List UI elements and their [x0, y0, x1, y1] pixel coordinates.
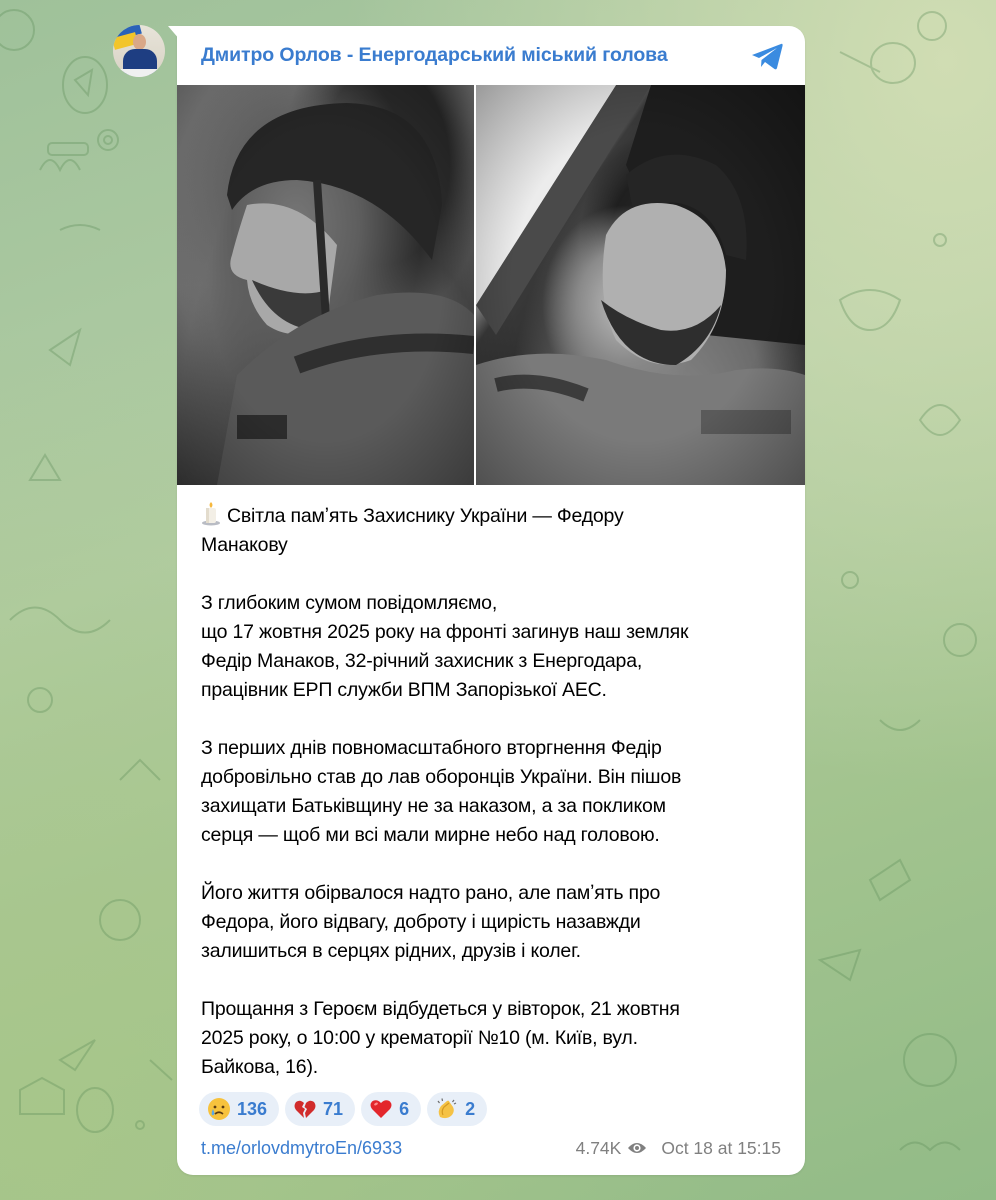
- reactions-bar: [199, 1092, 487, 1126]
- text-line: залишиться в серцях рідних, друзів і колег.: [201, 940, 581, 962]
- text-line: Федір Манаков, 32-річний захисник з Енергодара,: [201, 650, 643, 672]
- post-link[interactable]: t.me/orlovdmytroEn/6933: [201, 1137, 403, 1158]
- paragraph: [201, 995, 791, 1082]
- text-line: працівник ЕРП служби ВПМ Запорізької АЕС.: [201, 679, 607, 701]
- avatar-person-head: [133, 34, 146, 50]
- text-line: добровільно став до лав оборонців України. Він пішов: [201, 766, 682, 788]
- reaction-count: 136: [237, 1098, 268, 1119]
- title-line: Світла памʼять Захиснику України — Федору: [227, 505, 624, 527]
- crying-face-icon: [207, 1097, 231, 1121]
- views-value: 4.74K: [575, 1137, 622, 1158]
- reaction-heart[interactable]: [361, 1092, 421, 1126]
- reaction-count: 6: [399, 1098, 410, 1119]
- title-line: Манакову: [201, 534, 288, 556]
- photo-soldier-helmet[interactable]: [177, 85, 474, 485]
- text-line: З глибоким сумом повідомляємо,: [201, 592, 498, 614]
- photo-album: [177, 85, 805, 485]
- post-date: Oct 18 at 15:15: [661, 1137, 781, 1158]
- candle-icon: [201, 502, 223, 526]
- broken-heart-icon: [293, 1097, 317, 1121]
- text-line: захищати Батьківщину не за наказом, а за покликом: [201, 795, 666, 817]
- channel-name-link[interactable]: Дмитро Орлов - Енергодарський міський голова: [201, 44, 668, 66]
- message-footer: [201, 1134, 781, 1162]
- message-title: [201, 502, 791, 560]
- telegram-icon[interactable]: [749, 40, 785, 72]
- text-line: Його життя обірвалося надто рано, але памʼять про: [201, 882, 661, 904]
- message-header: [177, 26, 805, 85]
- reaction-crying[interactable]: [199, 1092, 279, 1126]
- eye-icon: [627, 1141, 647, 1155]
- photo-vignette: [177, 85, 474, 485]
- reaction-count: 2: [465, 1098, 476, 1119]
- view-count: [576, 1138, 648, 1159]
- paragraph: [201, 734, 791, 850]
- text-line: що 17 жовтня 2025 року на фронті загинув наш земляк: [201, 621, 689, 643]
- avatar-desk: [113, 69, 165, 77]
- text-line: Федора, його відвагу, доброту і щирість назавжди: [201, 911, 641, 933]
- channel-avatar[interactable]: [113, 25, 165, 77]
- text-line: серця — щоб ми всі мали мирне небо над головою.: [201, 824, 660, 846]
- reaction-count: 71: [323, 1098, 344, 1119]
- photo-soldier-window[interactable]: [476, 85, 805, 485]
- photo-vignette: [476, 85, 805, 485]
- text-line: З перших днів повномасштабного вторгнення Федір: [201, 737, 662, 759]
- text-line: Прощання з Героєм відбудеться у вівторок, 21 жовтня: [201, 998, 680, 1020]
- message-card: [177, 26, 805, 1175]
- red-heart-icon: [369, 1097, 393, 1121]
- reaction-clap[interactable]: [427, 1092, 487, 1126]
- message-text: [201, 502, 791, 1082]
- text-line: Байкова, 16).: [201, 1056, 318, 1078]
- paragraph: [201, 879, 791, 966]
- paragraph: [201, 589, 791, 705]
- reaction-broken-heart[interactable]: [285, 1092, 355, 1126]
- clapping-hands-icon: [435, 1097, 459, 1121]
- text-line: 2025 року, о 10:00 у крематорії №10 (м. Київ, вул.: [201, 1027, 638, 1049]
